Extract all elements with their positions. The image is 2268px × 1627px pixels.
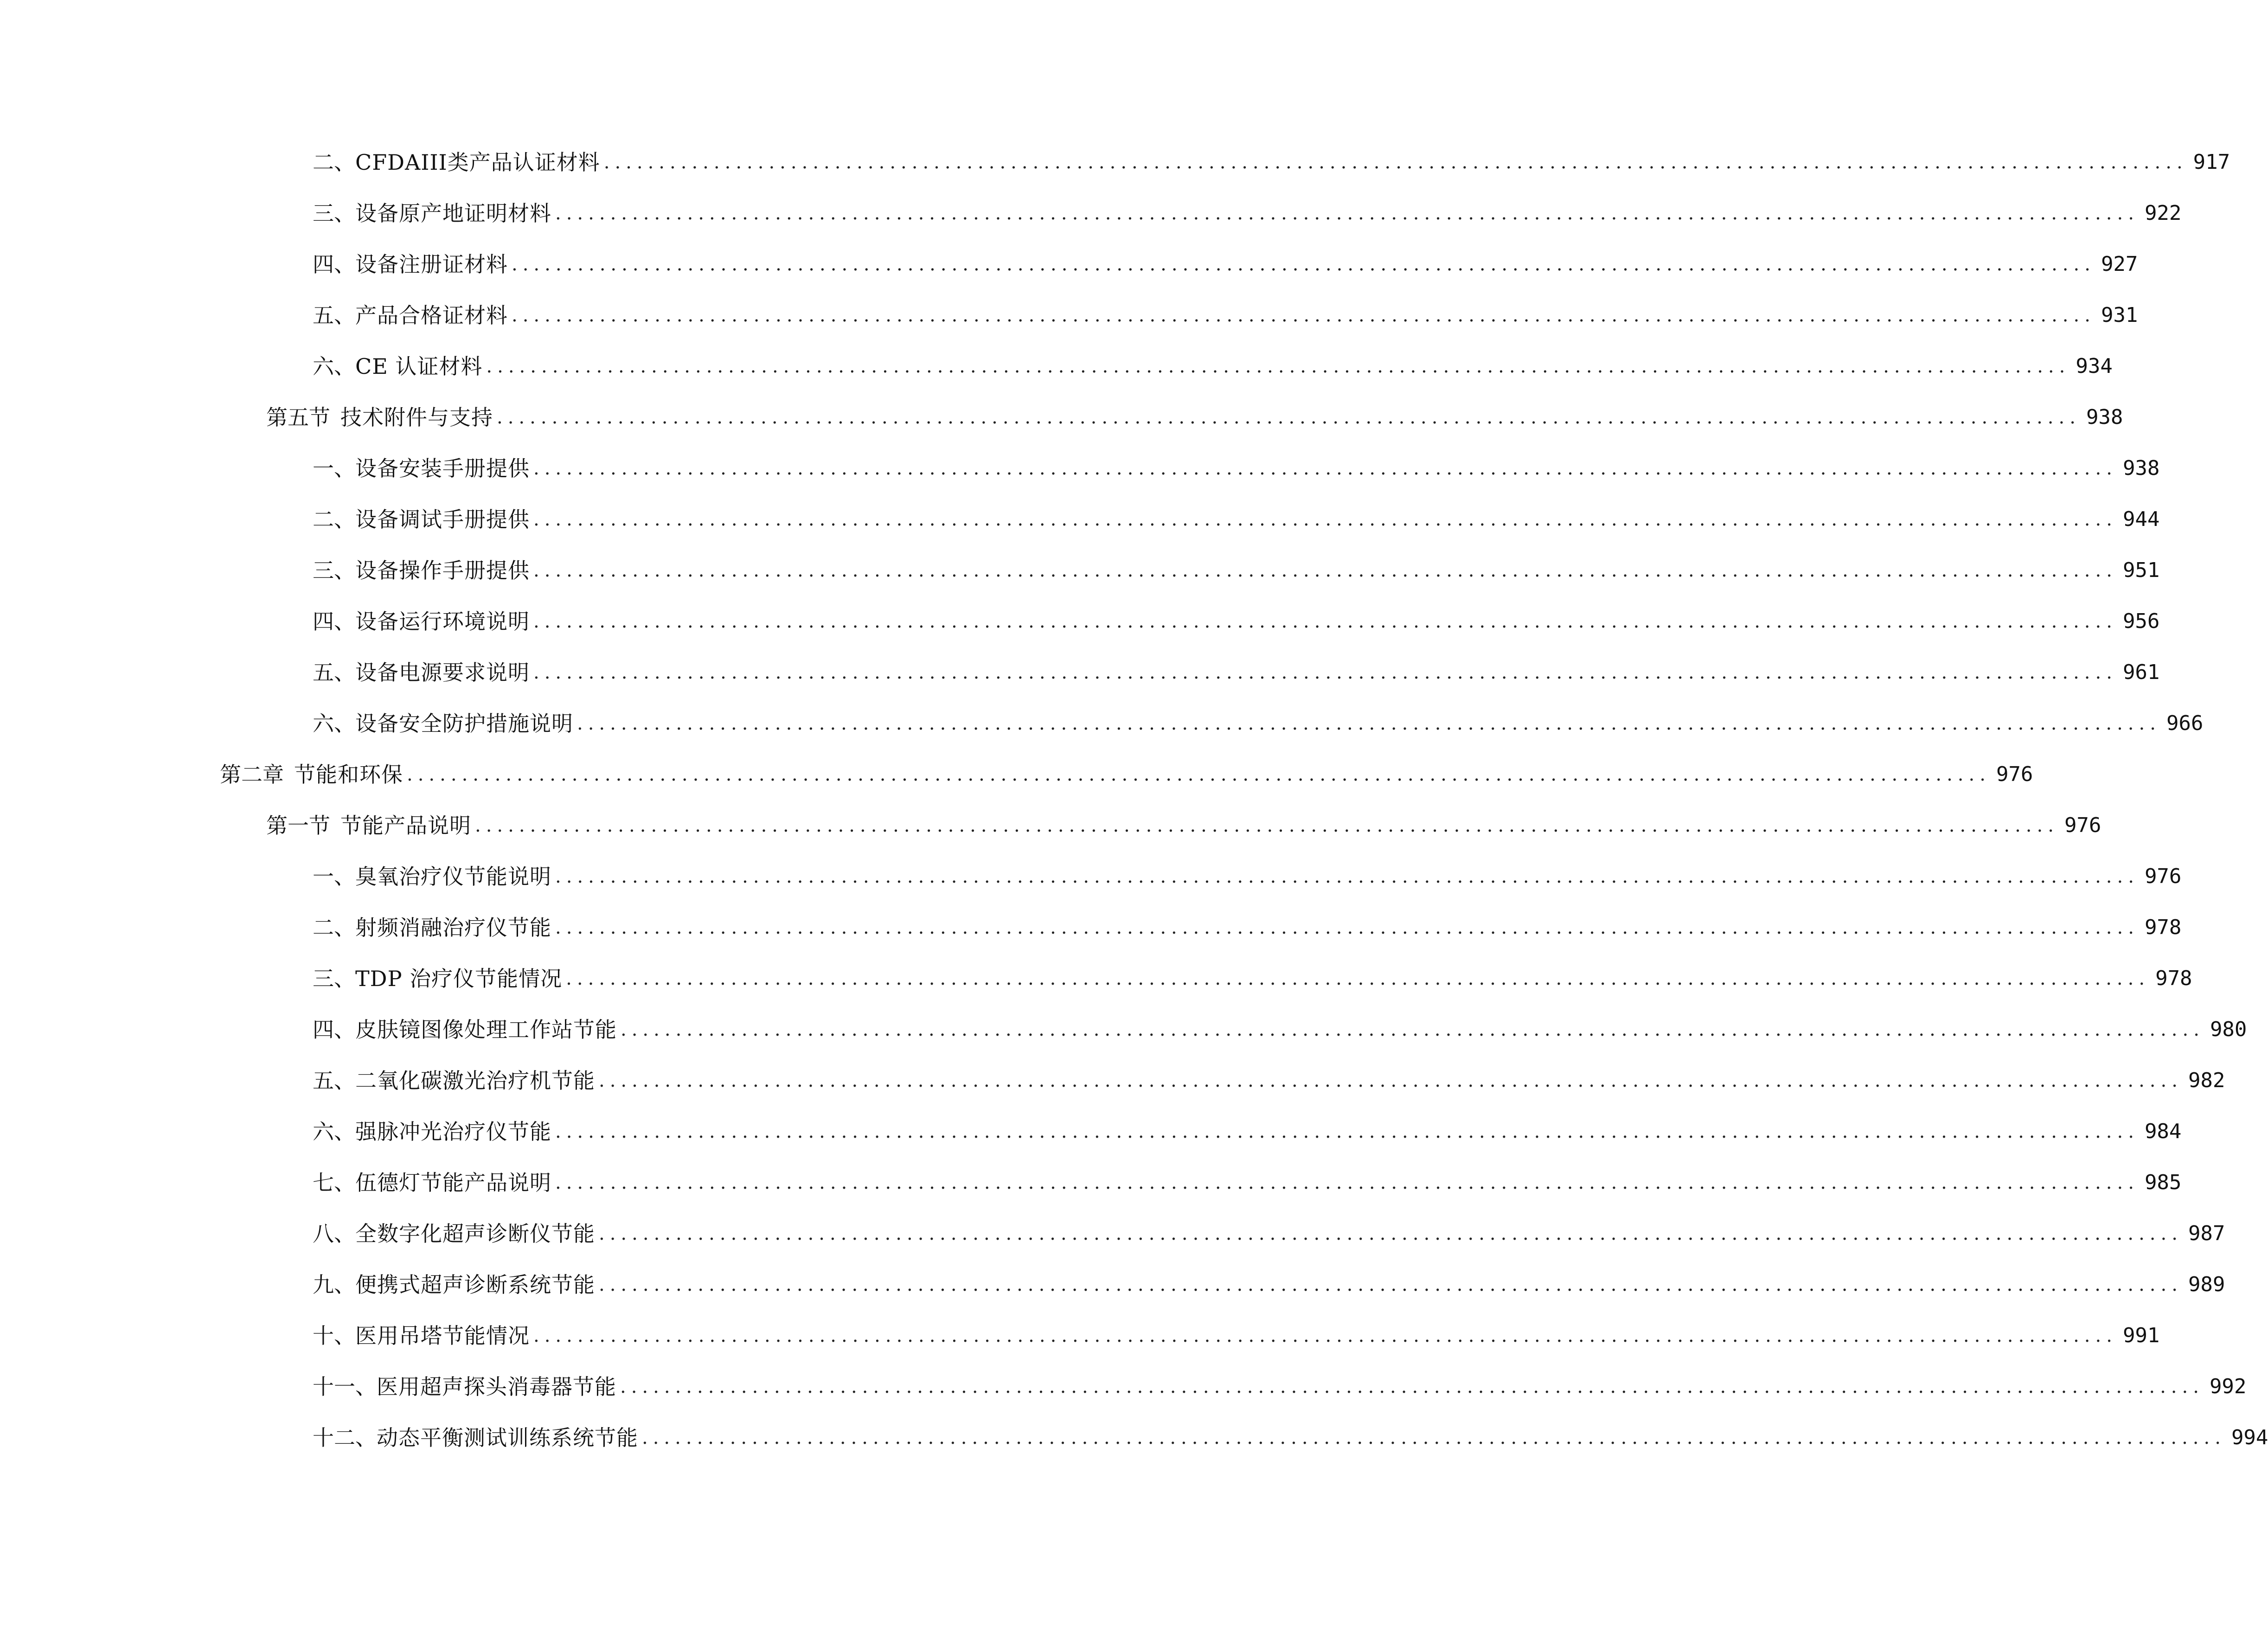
entry-number: 十二、 <box>313 1425 377 1450</box>
entry-title: 强脉冲光治疗仪节能 <box>355 1119 551 1144</box>
entry-number: 二、 <box>313 915 355 940</box>
entry-page-number: 944 <box>2122 507 2160 531</box>
entry-page-number: 927 <box>2101 252 2138 276</box>
entry-number: 十一、 <box>313 1374 377 1399</box>
entry-number: 十、 <box>313 1323 355 1348</box>
toc-entry[interactable] <box>313 246 2138 283</box>
entry-title: 技术附件与支持 <box>340 405 493 430</box>
entry-page-number: 976 <box>2144 865 2182 888</box>
dot-leader: ................................................................................................................................................ <box>533 1325 2117 1346</box>
dot-leader: ................................................................................................................................................ <box>512 254 2095 275</box>
entry-page-number: 991 <box>2122 1324 2160 1347</box>
toc-entry[interactable] <box>313 501 2160 538</box>
dot-leader: ................................................................................................................................................ <box>620 1376 2204 1397</box>
dot-leader: ................................................................................................................................................ <box>566 968 2150 989</box>
dot-leader: ................................................................................................................................................ <box>621 1019 2204 1040</box>
toc-entry[interactable] <box>313 960 2192 997</box>
entry-page-number: 922 <box>2144 201 2182 225</box>
entry-number: 第二章 <box>220 762 284 787</box>
entry-title: 二氧化碳激光治疗机节能 <box>355 1068 595 1093</box>
entry-number: 二、 <box>313 507 355 532</box>
entry-page-number: 978 <box>2155 967 2192 990</box>
dot-leader: ................................................................................................................................................ <box>533 662 2117 683</box>
entry-title: TDP 治疗仪节能情况 <box>355 966 563 991</box>
toc-entry[interactable] <box>313 1113 2182 1150</box>
entry-page-number: 987 <box>2188 1222 2225 1245</box>
toc-entry[interactable] <box>313 144 2230 181</box>
entry-number: 六、 <box>313 354 355 379</box>
entry-number: 一、 <box>313 864 355 889</box>
entry-title: 产品合格证材料 <box>355 303 508 328</box>
entry-page-number: 980 <box>2210 1018 2247 1041</box>
entry-number: 一、 <box>313 456 355 481</box>
entry-number: 四、 <box>313 609 355 634</box>
entry-page-number: 938 <box>2122 456 2160 480</box>
dot-leader: ................................................................................................................................................ <box>599 1070 2183 1091</box>
dot-leader: ................................................................................................................................................ <box>555 866 2139 887</box>
entry-page-number: 961 <box>2122 660 2160 684</box>
entry-title: 节能和环保 <box>294 762 403 787</box>
toc-entry[interactable] <box>313 1011 2247 1048</box>
toc-entry[interactable] <box>313 1368 2247 1405</box>
entry-number: 第五节 <box>266 405 330 430</box>
toc-entry[interactable] <box>313 552 2160 589</box>
dot-leader: ................................................................................................................................................ <box>555 1172 2139 1193</box>
dot-leader: ................................................................................................................................................ <box>599 1223 2183 1244</box>
entry-number: 六、 <box>313 1119 355 1144</box>
entry-page-number: 934 <box>2076 354 2113 378</box>
entry-page-number: 992 <box>2209 1375 2247 1398</box>
entry-title: 设备运行环境说明 <box>355 609 530 634</box>
entry-title: 设备调试手册提供 <box>355 507 530 532</box>
toc-entry[interactable] <box>313 1062 2225 1099</box>
entry-title: 臭氧治疗仪节能说明 <box>355 864 551 889</box>
entry-page-number: 976 <box>2064 814 2101 837</box>
dot-leader: ................................................................................................................................................ <box>497 407 2081 428</box>
entry-number: 二、 <box>313 150 355 175</box>
entry-page-number: 956 <box>2122 609 2160 633</box>
entry-number: 五、 <box>313 1068 355 1093</box>
entry-number: 五、 <box>313 303 355 328</box>
entry-title: 医用吊塔节能情况 <box>355 1323 530 1348</box>
toc-entry[interactable] <box>313 909 2182 946</box>
dot-leader: ................................................................................................................................................ <box>577 713 2161 734</box>
toc-entry[interactable] <box>266 807 2101 844</box>
entry-number: 六、 <box>313 711 355 736</box>
entry-title: 全数字化超声诊断仪节能 <box>355 1221 595 1246</box>
entry-page-number: 982 <box>2188 1069 2225 1092</box>
toc-entry[interactable] <box>313 195 2182 232</box>
entry-page-number: 951 <box>2122 558 2160 582</box>
dot-leader: ................................................................................................................................................ <box>533 560 2117 581</box>
entry-title: 设备电源要求说明 <box>355 660 530 685</box>
toc-entry[interactable] <box>313 1164 2182 1201</box>
toc-entry[interactable] <box>313 450 2160 487</box>
dot-leader: ................................................................................................................................................ <box>555 203 2139 224</box>
dot-leader: ................................................................................................................................................ <box>533 509 2117 530</box>
dot-leader: ................................................................................................................................................ <box>599 1274 2183 1295</box>
entry-title: 设备安装手册提供 <box>355 456 530 481</box>
toc-entry[interactable] <box>313 1215 2225 1252</box>
dot-leader: ................................................................................................................................................ <box>555 1121 2139 1142</box>
dot-leader: ................................................................................................................................................ <box>475 815 2059 836</box>
entry-title: 设备原产地证明材料 <box>355 201 551 226</box>
entry-number: 四、 <box>313 1017 355 1042</box>
toc-entry[interactable] <box>266 399 2123 436</box>
dot-leader: ................................................................................................................................................ <box>533 611 2117 632</box>
entry-title: 皮肤镜图像处理工作站节能 <box>355 1017 617 1042</box>
toc-entry[interactable] <box>313 1317 2160 1354</box>
dot-leader: ................................................................................................................................................ <box>486 356 2070 377</box>
toc-entry[interactable] <box>313 348 2113 385</box>
toc-entry[interactable] <box>313 858 2182 895</box>
toc-entry[interactable] <box>313 705 2204 742</box>
entry-title: 动态平衡测试训练系统节能 <box>377 1425 638 1450</box>
entry-number: 第一节 <box>266 813 330 838</box>
entry-number: 九、 <box>313 1272 355 1297</box>
entry-page-number: 978 <box>2144 916 2182 939</box>
toc-entry[interactable] <box>313 1419 2268 1456</box>
entry-title: 设备注册证材料 <box>355 252 508 277</box>
dot-leader: ................................................................................................................................................ <box>642 1427 2226 1448</box>
entry-page-number: 931 <box>2101 303 2138 327</box>
entry-title: 伍德灯节能产品说明 <box>355 1170 551 1195</box>
entry-number: 七、 <box>313 1170 355 1195</box>
entry-page-number: 989 <box>2188 1273 2225 1296</box>
entry-title: 便携式超声诊断系统节能 <box>355 1272 595 1297</box>
entry-title: CFDAIII类产品认证材料 <box>355 150 600 175</box>
entry-title: 医用超声探头消毒器节能 <box>377 1374 616 1399</box>
entry-number: 四、 <box>313 252 355 277</box>
dot-leader: ................................................................................................................................................ <box>512 305 2095 326</box>
entry-title: 设备操作手册提供 <box>355 558 530 583</box>
entry-title: CE 认证材料 <box>355 354 483 379</box>
dot-leader: ................................................................................................................................................ <box>555 917 2139 938</box>
toc-entry[interactable] <box>313 654 2160 691</box>
entry-page-number: 917 <box>2193 150 2230 174</box>
entry-page-number: 976 <box>1996 762 2033 786</box>
dot-leader: ................................................................................................................................................ <box>603 152 2188 173</box>
entry-page-number: 985 <box>2144 1171 2182 1194</box>
entry-number: 三、 <box>313 558 355 583</box>
toc-entry[interactable] <box>313 603 2160 640</box>
entry-title: 节能产品说明 <box>340 813 471 838</box>
entry-number: 八、 <box>313 1221 355 1246</box>
entry-number: 五、 <box>313 660 355 685</box>
entry-number: 三、 <box>313 201 355 226</box>
entry-title: 射频消融治疗仪节能 <box>355 915 551 940</box>
entry-page-number: 984 <box>2144 1120 2182 1143</box>
dot-leader: ................................................................................................................................................ <box>533 458 2117 479</box>
entry-page-number: 938 <box>2086 405 2123 429</box>
entry-page-number: 994 <box>2231 1426 2268 1449</box>
entry-title: 设备安全防护措施说明 <box>355 711 573 736</box>
toc-entry[interactable] <box>313 297 2138 334</box>
toc-entry[interactable] <box>220 756 2033 793</box>
entry-page-number: 966 <box>2166 711 2204 735</box>
toc-entry[interactable] <box>313 1266 2225 1303</box>
dot-leader: ................................................................................................................................................ <box>407 764 1991 785</box>
entry-number: 三、 <box>313 966 355 991</box>
